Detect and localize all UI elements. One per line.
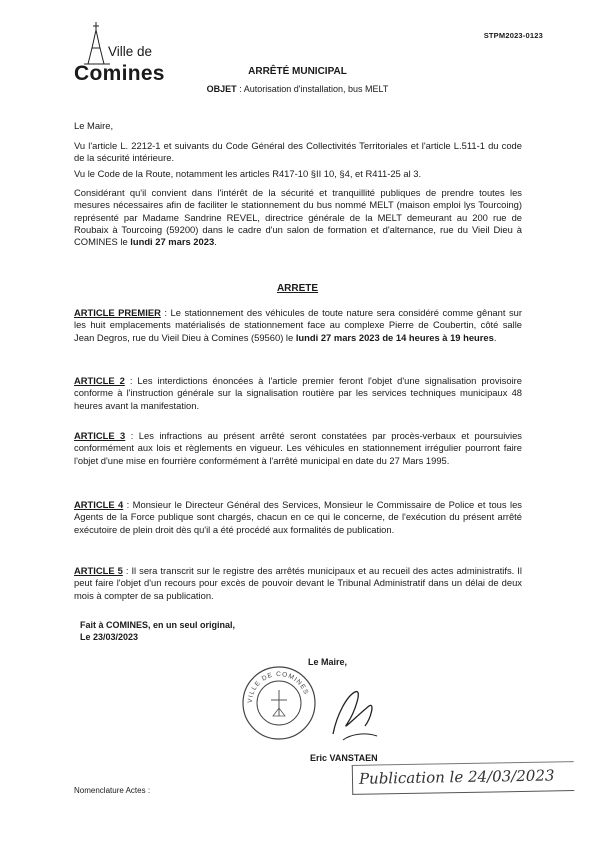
official-stamp-icon	[240, 664, 318, 742]
logo-line-ville: Ville de	[108, 44, 153, 59]
article-1-text: : Le stationnement des véhicules de toute nature sera considéré comme gênant sur les huit emplacements matérialisés de stationnement face au complexe Pierre de Coubertin, côté salle Jean Degros, rue du Vieil Dieu à Comines (59560) le	[74, 307, 522, 343]
article-1	[74, 307, 522, 344]
article-1-end: .	[493, 331, 497, 343]
date-line: Le 23/03/2023	[80, 632, 139, 642]
signatory-title: Le Maire,	[308, 657, 348, 667]
publication-annotation: Publication le 24/03/2023	[352, 761, 574, 795]
article-4-text: : Monsieur le Directeur Général des Services, Monsieur le Commissaire de Police et tous les Agents de la Force publique sont chargés, chacun en ce qui le concerne, de l'exécution du présent arrêté exécutoire de plein droit dès qu'il a été procédé aux formalités de publication.	[74, 499, 522, 535]
stamp-text: VILLE DE COMINES	[246, 670, 310, 704]
city-logo	[68, 22, 188, 90]
considerant-date: lundi 27 mars 2023	[130, 236, 215, 248]
place-and-date	[80, 619, 235, 643]
logo-line-comines: Comines	[74, 62, 165, 85]
le-maire-intro: Le Maire,	[74, 120, 114, 131]
considerant-paragraph	[74, 187, 522, 248]
article-1-label: ARTICLE PREMIER	[74, 307, 161, 318]
signature-icon	[325, 684, 385, 744]
article-3	[74, 430, 522, 467]
article-5-label: ARTICLE 5	[74, 565, 123, 576]
article-3-label: ARTICLE 3	[74, 430, 126, 441]
vu-paragraph-2: Vu le Code de la Route, notamment les articles R417-10 §II 10, §4, et R411-25 al 3.	[74, 168, 422, 179]
article-5	[74, 565, 522, 602]
article-2-text: : Les interdictions énoncées à l'article premier feront l'objet d'une signalisation provisoire conforme à l'instruction générale sur la signalisation routière par les services techniques municipaux 48 heures avant la manifestation.	[74, 375, 522, 411]
document-reference: STPM2023-0123	[483, 31, 543, 40]
arrete-heading: ARRETE	[276, 283, 319, 294]
vu-paragraph-1: Vu l'article L. 2212-1 et suivants du Code Général des Collectivités Territoriales et l'article L.511-1 du code de la sécurité intérieure.	[74, 140, 522, 164]
fait-line: Fait à COMINES, en un seul original,	[80, 620, 236, 630]
article-4-label: ARTICLE 4	[74, 499, 124, 510]
considerant-end: .	[214, 236, 217, 248]
object-text: : Autorisation d'installation, bus MELT	[236, 84, 389, 94]
article-1-time: lundi 27 mars 2023 de 14 heures à 19 heures	[295, 331, 494, 343]
article-3-text: : Les infractions au présent arrêté seront constatées par procès-verbaux et poursuivies conformément aux lois et règlements en vigueur. Les véhicules en stationnement irrégulier pourront faire l'objet d'une mise en fourrière conformément à l'arrêté municipal en date du 27 Mars 1995.	[74, 430, 522, 466]
considerant-text: Considérant qu'il convient dans l'intérêt de la sécurité et tranquillité publiques de prendre toutes les mesures nécessaires afin de faciliter le stationnement du bus nommé MELT (maison emploi lys Tourcoing) représenté par Madame Sandrine REVEL, directrice générale de la MELT demeurant au 200 rue de Roubaix à Tourcoing (59200) dans le cadre d'un salon de formation et d'alternance, rue du Vieil Dieu à COMINES le	[74, 187, 522, 248]
object-label: OBJET	[206, 84, 237, 94]
document-object	[0, 84, 595, 94]
nomenclature-label: Nomenclature Actes :	[74, 786, 151, 795]
article-5-text: : Il sera transcrit sur le registre des arrêtés municipaux et au recueil des actes administratifs. Il peut faire l'objet d'un recours pour excès de pouvoir devant le Tribunal Administratif dans un délai de deux mois à compter de sa publication.	[74, 565, 522, 601]
article-2-label: ARTICLE 2	[74, 375, 125, 386]
signatory-name: Eric VANSTAEN	[310, 753, 378, 763]
document-title: ARRÊTÉ MUNICIPAL	[248, 66, 347, 77]
article-4	[74, 499, 522, 536]
article-2	[74, 375, 522, 412]
